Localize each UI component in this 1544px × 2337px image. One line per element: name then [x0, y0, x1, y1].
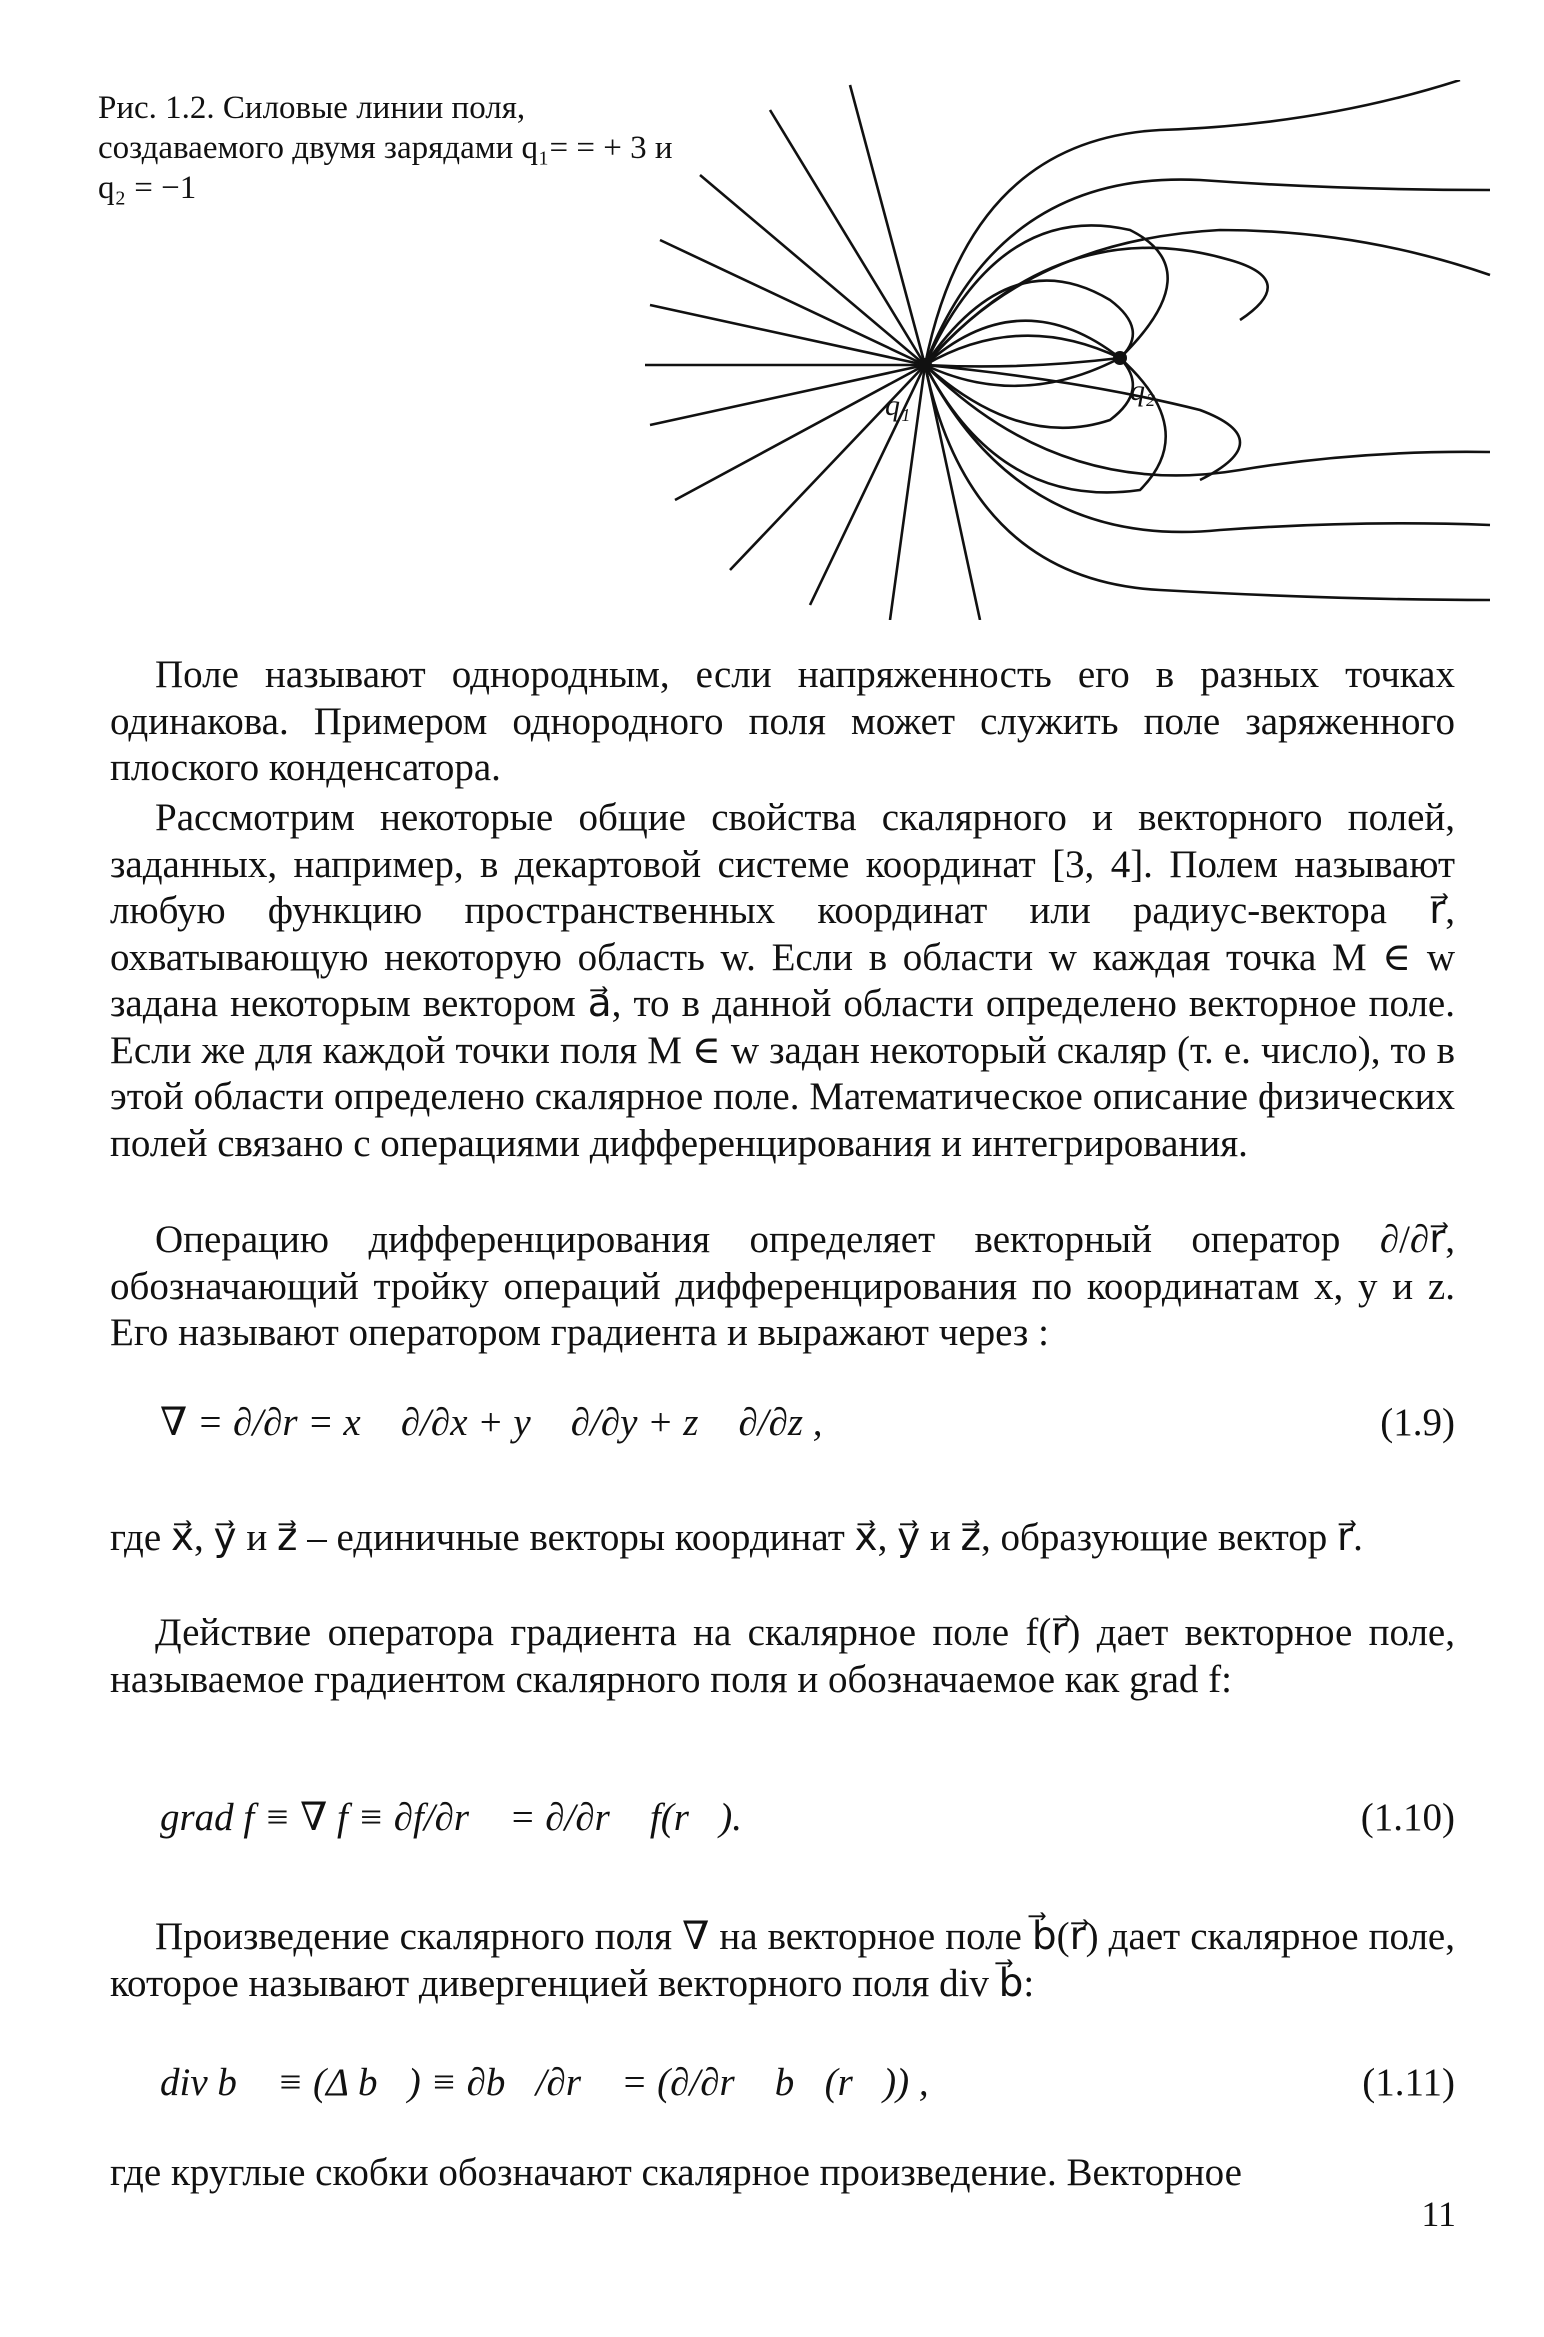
paragraph-3: Операцию дифференцирования определяет векторный оператор ∂/∂r⃗, обозначающий тройку операций дифференцирования по координатам x, y и z. Его называют оператором градиента и выражают через :	[110, 1218, 1455, 1354]
charge-q2	[1113, 351, 1127, 365]
equation-1-9-number: (1.9)	[1380, 1401, 1455, 1444]
outer-field-line	[925, 365, 1490, 532]
equation-1-11-number: (1.11)	[1362, 2061, 1455, 2104]
radial-line	[650, 365, 925, 425]
label-q2: q₂	[1130, 374, 1156, 407]
charge-q1	[918, 358, 932, 372]
paragraph-7: где круглые скобки обозначают скалярное произведение. Векторное	[110, 2151, 1242, 2194]
equation-1-10-expr: grad f ≡ ∇ f ≡ ∂f/∂r⃗ = ∂/∂r⃗ f(r⃗).	[160, 1796, 742, 1839]
radial-line	[650, 305, 925, 365]
paragraph-1: Поле называют однородным, если напряженность его в разных точках одинакова. Примером однородного поля может служить поле заряженного плоского конденсатора.	[110, 653, 1455, 789]
equation-1-11	[110, 2060, 1455, 2130]
field-lines-figure	[640, 80, 1500, 620]
equation-1-10-number: (1.10)	[1360, 1796, 1455, 1839]
outer-field-line	[925, 365, 1490, 475]
paragraph-2: Рассмотрим некоторые общие свойства скалярного и векторного полей, заданных, например, в декартовой системе координат [3, 4]. Полем называют любую функцию пространственных координат или радиус-вектора r⃗, охватывающую некоторую область w. Если в области w каждая точка M ∈ w задана некоторым вектором a⃗, то в данной области определено векторное поле. Если же для каждой точки поля M ∈ w задан некоторый скаляр (т. е. число), то в этой области определено скалярное поле. Математическое описание физических полей связано с операциями дифференцирования и интегрирования.	[110, 796, 1455, 1165]
equation-1-11-expr: div b⃗ ≡ (Δ b⃗) ≡ ∂b⃗/∂r⃗ = (∂/∂r⃗ b⃗(r⃗)) ,	[160, 2061, 929, 2104]
radial-line	[925, 365, 980, 620]
label-q1: q₁	[885, 389, 911, 422]
equation-1-10	[110, 1795, 1455, 1865]
paragraph-6: Произведение скалярного поля ∇ на векторное поле b⃗(r⃗) дает скалярное поле, которое называют дивергенцией векторного поля div b⃗:	[110, 1915, 1455, 2005]
paragraph-5: Действие оператора градиента на скалярное поле f(r⃗) дает векторное поле, называемое градиентом скалярного поля и обозначаемое как grad f:	[110, 1611, 1455, 1701]
radial-line	[700, 175, 925, 365]
page-number: 11	[1421, 2194, 1456, 2234]
paragraph-4: где x⃗, y⃗ и z⃗ – единичные векторы координат x⃗, y⃗ и z⃗, образующие вектор r⃗.	[110, 1516, 1363, 1559]
equation-1-9	[110, 1400, 1455, 1480]
radial-line	[660, 240, 925, 365]
outer-field-line	[925, 365, 1490, 600]
radial-line	[850, 85, 925, 365]
field-lines-diagram	[640, 80, 1500, 620]
connecting-line	[925, 358, 1120, 366]
radial-line	[675, 365, 925, 500]
figure-caption: Рис. 1.2. Силовые линии поля, создаваемого двумя зарядами q₁= = + 3 и q₂ = −1	[98, 90, 673, 206]
radial-line	[770, 110, 925, 365]
equation-1-9-expr: ∇ = ∂/∂r = x⃗ ∂/∂x + y⃗ ∂/∂y + z⃗ ∂/∂z ,	[160, 1401, 823, 1444]
connecting-line	[925, 281, 1133, 365]
